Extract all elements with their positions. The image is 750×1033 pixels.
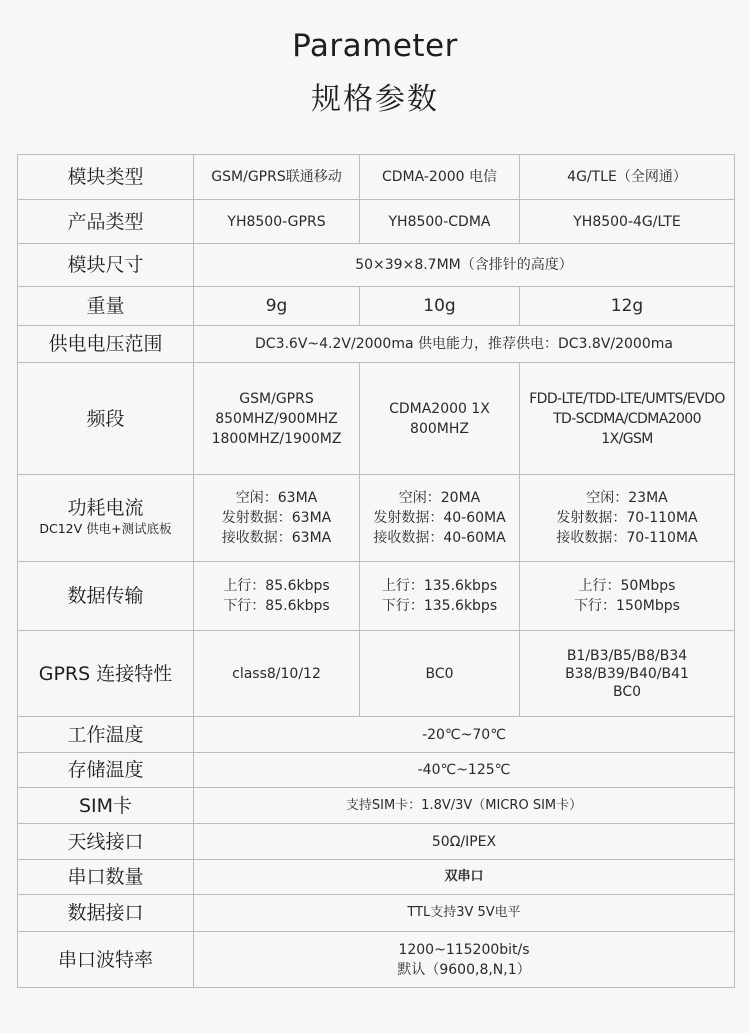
text-line: 接收数据：70-110MA	[556, 530, 698, 546]
text-line: FDD-LTE/TDD-LTE/UMTS/EVDO	[529, 390, 725, 407]
row-label-voltage: 供电电压范围	[18, 326, 194, 363]
cell-gprs	[194, 562, 360, 631]
cell-data-interface: TTL支持3V 5V电平	[194, 895, 735, 932]
cell-cdma	[360, 562, 520, 631]
text-line: TD-SCDMA/CDMA2000	[553, 410, 701, 427]
table-row	[18, 717, 735, 753]
row-label-storage-temp: 存储温度	[18, 753, 194, 788]
table-row	[18, 326, 735, 363]
cell-serial-count: 双串口	[194, 860, 735, 895]
cell-module-size: 50×39×8.7MM（含排针的高度）	[194, 244, 735, 287]
table-row	[18, 932, 735, 988]
page-title-en: Parameter	[292, 28, 458, 64]
text-line: 空闲：20MA	[398, 490, 481, 506]
cell-baud	[194, 932, 735, 988]
text-line: B38/B39/B40/B41	[565, 665, 689, 682]
table-row	[18, 860, 735, 895]
text-line: BC0	[612, 683, 642, 700]
table-row	[18, 824, 735, 860]
text-line: 1X/GSM	[601, 430, 653, 447]
text-line: 空闲：23MA	[586, 490, 668, 506]
cell-work-temp: -20℃~70℃	[194, 717, 735, 753]
text-line: 默认（9600,8,N,1）	[397, 961, 531, 978]
row-label-data-transfer: 数据传输	[18, 562, 194, 631]
row-label-data-interface: 数据接口	[18, 895, 194, 932]
cell-lte: 12g	[520, 287, 735, 326]
text-line: 上行：85.6kbps	[223, 578, 330, 594]
current-sublabel: DC12V 供电+测试底板	[39, 521, 172, 536]
row-label-band: 频段	[18, 363, 194, 475]
row-label-antenna: 天线接口	[18, 824, 194, 860]
row-label-weight: 重量	[18, 287, 194, 326]
text-line: 800MHZ	[410, 420, 469, 437]
cell-lte	[520, 631, 735, 717]
table-row	[18, 244, 735, 287]
text-line: 上行：50Mbps	[578, 578, 676, 594]
cell-gprs: 9g	[194, 287, 360, 326]
cell-cdma	[360, 475, 520, 562]
cell-gprs: YH8500-GPRS	[194, 200, 360, 244]
text-line: B1/B3/B5/B8/B34	[566, 647, 688, 664]
text-line: 下行：135.6kbps	[381, 598, 498, 614]
text-line: 接收数据：63MA	[221, 530, 332, 546]
table-row	[18, 631, 735, 717]
cell-gprs: GSM/GPRS联通移动	[194, 155, 360, 200]
text-line: GSM/GPRS	[239, 390, 314, 407]
text-line: 1800MHZ/1900MZ	[211, 430, 342, 447]
cell-gprs	[194, 363, 360, 475]
text-line: 发射数据：63MA	[221, 510, 332, 526]
row-label-current	[18, 475, 194, 562]
row-label-product-type: 产品类型	[18, 200, 194, 244]
text-line: 850MHZ/900MHZ	[215, 410, 338, 427]
spec-table	[17, 154, 735, 988]
cell-gprs	[194, 475, 360, 562]
row-label-gprs-feature: GPRS 连接特性	[18, 631, 194, 717]
text-line: 1200~115200bit/s	[398, 941, 530, 958]
text-line: 下行：85.6kbps	[223, 598, 330, 614]
cell-antenna: 50Ω/IPEX	[194, 824, 735, 860]
cell-cdma	[360, 363, 520, 475]
cell-voltage: DC3.6V~4.2V/2000ma 供电能力，推荐供电：DC3.8V/2000ma	[194, 326, 735, 363]
cell-sim: 支持SIM卡：1.8V/3V（MICRO SIM卡）	[194, 788, 735, 824]
row-label-serial-count: 串口数量	[18, 860, 194, 895]
text-line: 发射数据：70-110MA	[556, 510, 698, 526]
row-label-sim: SIM卡	[18, 788, 194, 824]
row-label-module-type: 模块类型	[18, 155, 194, 200]
cell-storage-temp: -40℃~125℃	[194, 753, 735, 788]
current-label: 功耗电流	[67, 497, 144, 519]
table-row	[18, 155, 735, 200]
cell-lte: 4G/TLE（全网通）	[520, 155, 735, 200]
cell-lte	[520, 363, 735, 475]
text-line: CDMA2000 1X	[389, 400, 490, 417]
cell-lte	[520, 475, 735, 562]
text-line: 接收数据：40-60MA	[373, 530, 506, 546]
table-row	[18, 895, 735, 932]
cell-cdma: BC0	[360, 631, 520, 717]
cell-cdma: YH8500-CDMA	[360, 200, 520, 244]
cell-lte: YH8500-4G/LTE	[520, 200, 735, 244]
table-row	[18, 475, 735, 562]
row-label-module-size: 模块尺寸	[18, 244, 194, 287]
cell-cdma: CDMA-2000 电信	[360, 155, 520, 200]
cell-cdma: 10g	[360, 287, 520, 326]
table-row	[18, 788, 735, 824]
cell-lte	[520, 562, 735, 631]
cell-gprs: class8/10/12	[194, 631, 360, 717]
table-row	[18, 562, 735, 631]
text-line: 下行：150Mbps	[574, 598, 680, 614]
row-label-work-temp: 工作温度	[18, 717, 194, 753]
row-label-baud: 串口波特率	[18, 932, 194, 988]
table-row	[18, 363, 735, 475]
table-row	[18, 753, 735, 788]
text-line: 发射数据：40-60MA	[373, 510, 506, 526]
page-title-cn: 规格参数	[311, 82, 439, 117]
table-row	[18, 287, 735, 326]
text-line: 空闲：63MA	[235, 490, 318, 506]
table-row	[18, 200, 735, 244]
text-line: 上行：135.6kbps	[381, 578, 498, 594]
